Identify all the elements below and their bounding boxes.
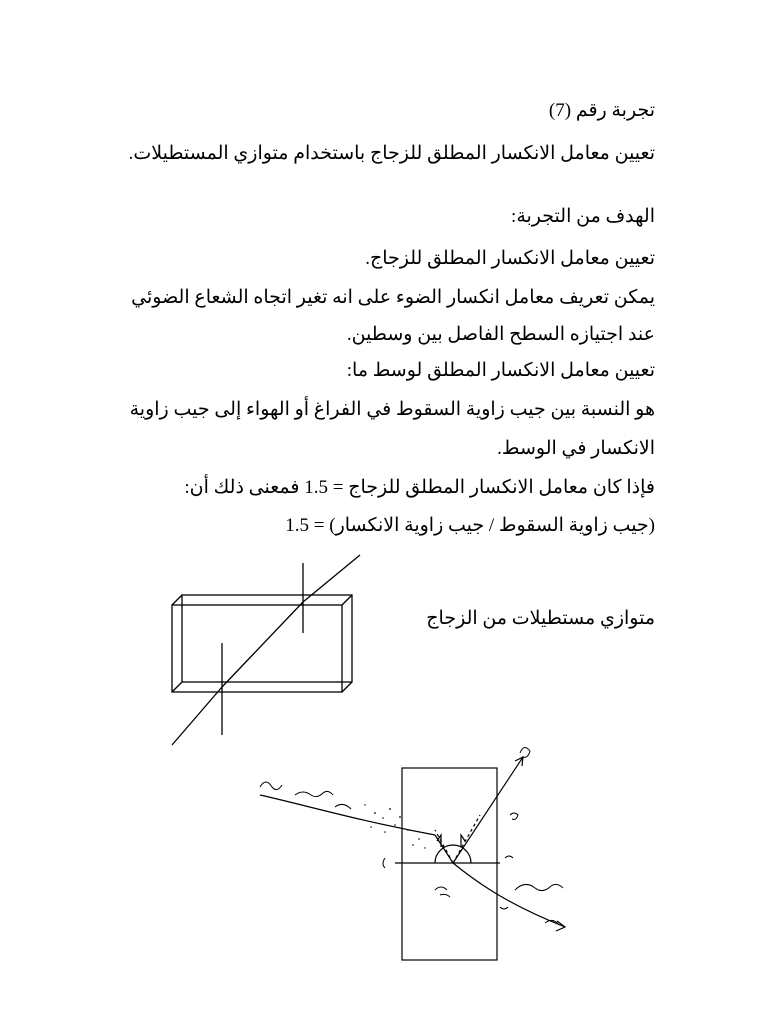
block-front-face (172, 605, 342, 692)
subtitle-line: تعيين معامل الانكسار المطلق للزجاج باستخدام متوازي المستطيلات. (128, 143, 655, 164)
objective-heading: الهدف من التجربة: (511, 206, 655, 227)
absolute-index-line-1: هو النسبة بين جيب زاوية السقوط في الفراغ أو الهواء إلى جيب زاوية (129, 399, 655, 420)
emergent-ray (172, 687, 222, 745)
definition-line-1: يمكن تعريف معامل انكسار الضوء على انه تغير اتجاه الشعاع الضوئي (131, 287, 655, 308)
objective-text: تعيين معامل الانكسار المطلق للزجاج. (365, 248, 655, 269)
sketch-reflected-ray (453, 757, 523, 863)
block-back-face (182, 595, 352, 682)
sketch-refracted-ray (453, 863, 565, 927)
sketch-glass-slab (402, 768, 497, 960)
refraction-sketch (235, 735, 595, 965)
sketch-incident-ray (260, 795, 435, 835)
formula-line: (جيب زاوية السقوط / جيب زاوية الانكسار) = 1.5 (285, 515, 655, 536)
example-line: فإذا كان معامل الانكسار المطلق للزجاج = 1.5 فمعنى ذلك أن: (184, 477, 655, 498)
absolute-index-line-2: الانكسار في الوسط. (497, 438, 655, 459)
title-line: تجربة رقم (7) (548, 100, 655, 121)
glass-block-label: متوازي مستطيلات من الزجاج (426, 608, 655, 629)
absolute-index-heading: تعيين معامل الانكسار المطلق لوسط ما: (346, 360, 655, 381)
definition-line-2: عند اجتيازه السطح الفاصل بين وسطين. (346, 324, 655, 345)
refracted-ray (222, 602, 303, 687)
glass-block-diagram (160, 545, 380, 750)
